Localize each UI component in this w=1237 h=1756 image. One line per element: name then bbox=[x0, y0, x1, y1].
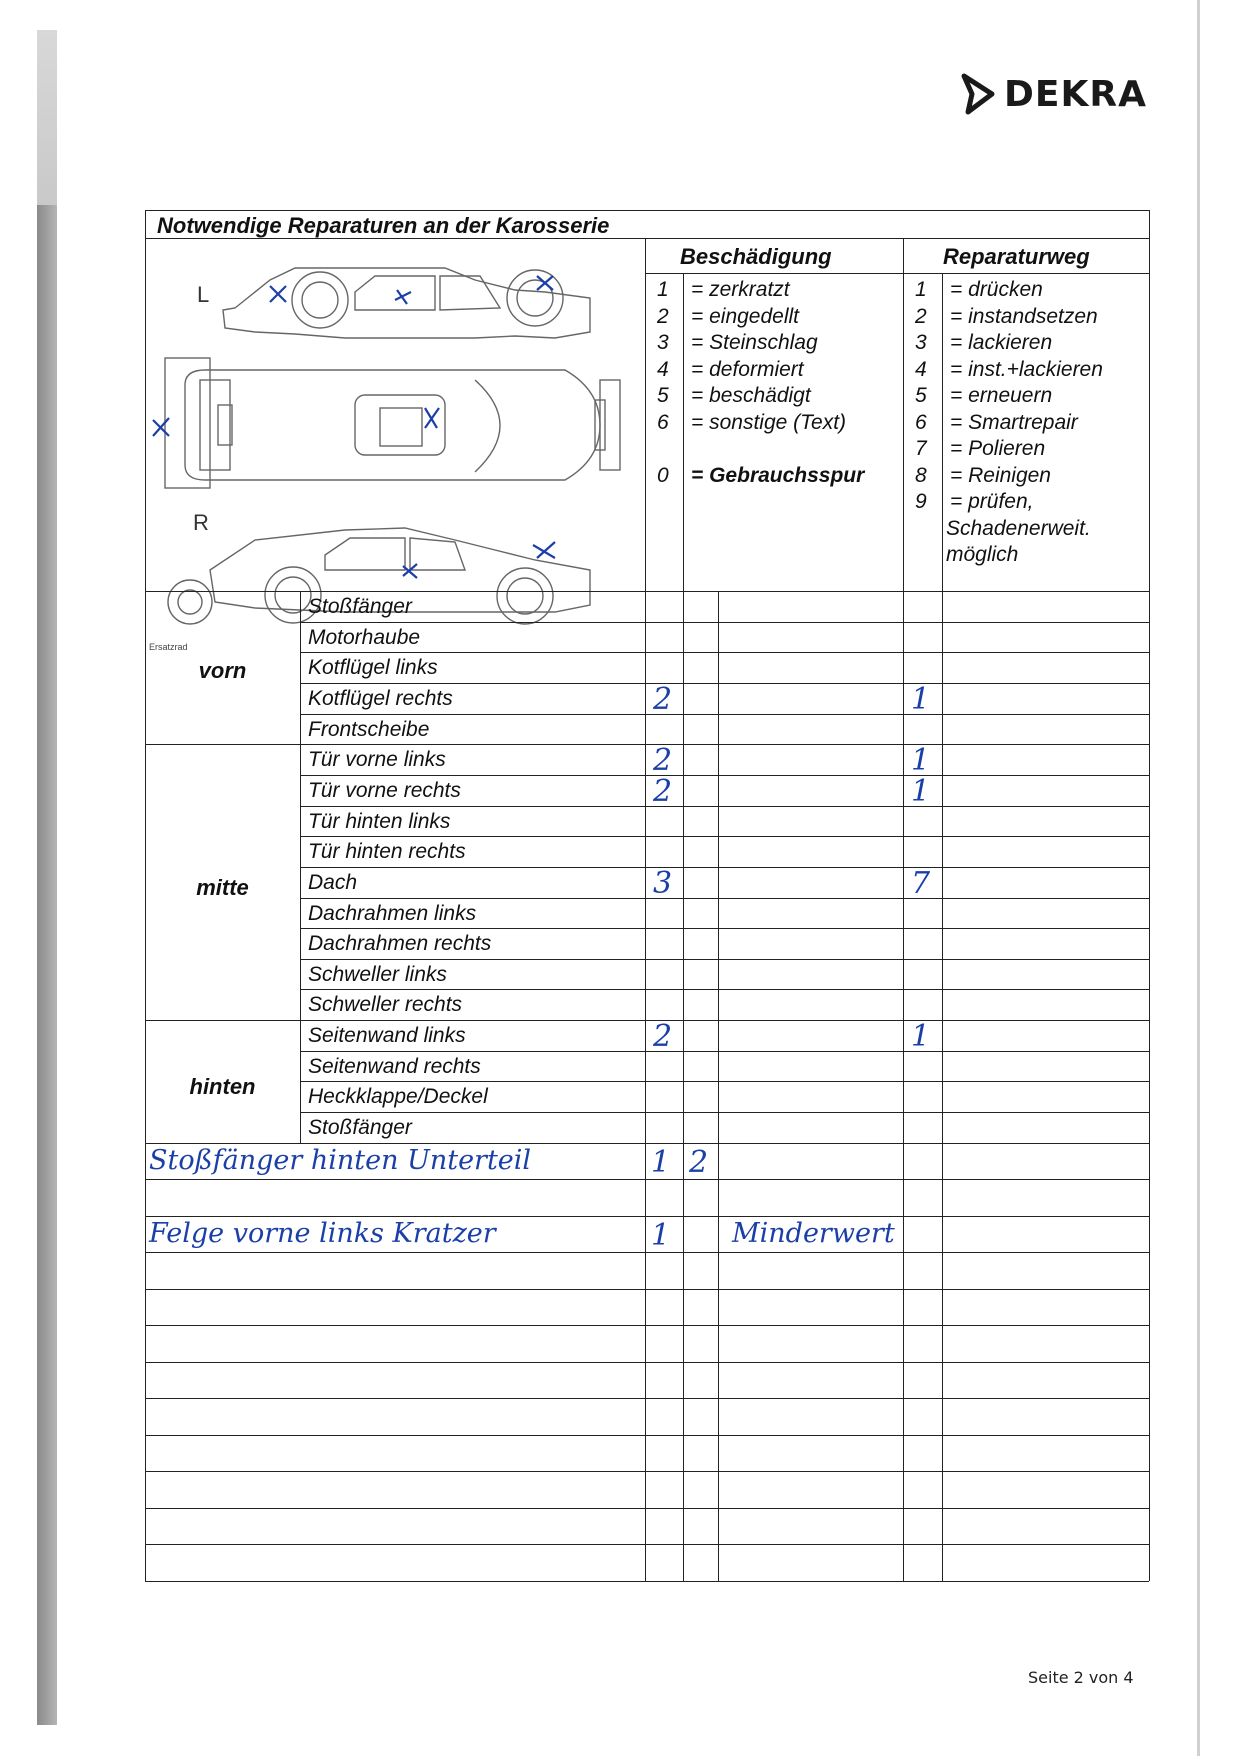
part-damage-code: 2 bbox=[653, 773, 673, 809]
label-spare-wheel: Ersatzrad bbox=[149, 642, 188, 652]
repair-heading: Reparaturweg bbox=[943, 244, 1090, 269]
part-name: Kotflügel links bbox=[308, 656, 438, 680]
part-name: Schweller rechts bbox=[308, 993, 463, 1017]
handwritten-part: Felge vorne links Kratzer bbox=[149, 1217, 496, 1249]
logo-text: DEKRA bbox=[1004, 73, 1147, 115]
damage-legend-code: 4 bbox=[657, 357, 669, 381]
damage-legend-code: 3 bbox=[657, 331, 669, 354]
legend-heading-rule bbox=[645, 273, 1149, 274]
part-name: Dachrahmen rechts bbox=[308, 932, 492, 956]
col-damage-3 bbox=[718, 591, 719, 1581]
repair-legend-label: = prüfen, bbox=[950, 490, 1034, 513]
repair-legend-code: 4 bbox=[915, 357, 927, 381]
part-repair-code: 1 bbox=[911, 773, 931, 809]
parts-row-rule bbox=[300, 622, 1149, 623]
extra-row-rule bbox=[145, 1289, 1149, 1290]
repair-legend-label: Schadenerweit. bbox=[946, 516, 1091, 540]
col-repair-left bbox=[903, 238, 904, 1581]
handwritten-note: Minderwert bbox=[732, 1217, 895, 1249]
parts-row-rule bbox=[145, 1143, 1149, 1144]
damage-legend-label: = Steinschlag bbox=[691, 331, 818, 354]
part-name: Tür hinten rechts bbox=[308, 840, 466, 864]
scan-edge-right bbox=[1197, 0, 1200, 1756]
part-name: Seitenwand rechts bbox=[308, 1054, 481, 1078]
repair-legend-code: 6 bbox=[915, 410, 927, 434]
part-name: Kotflügel rechts bbox=[308, 686, 453, 710]
part-name: Motorhaube bbox=[308, 625, 421, 649]
form-title: Notwendige Reparaturen an der Karosserie bbox=[157, 213, 610, 238]
part-damage-code: 2 bbox=[653, 1019, 673, 1055]
handwritten-damage-code: 1 bbox=[651, 1217, 671, 1253]
extra-row-rule bbox=[145, 1544, 1149, 1545]
part-name: Tür vorne links bbox=[308, 748, 446, 772]
damage-legend-label: = zerkratzt bbox=[691, 278, 790, 301]
scan-edge-top bbox=[37, 30, 57, 205]
damage-legend-code: 1 bbox=[657, 278, 669, 301]
damage-legend-label: = sonstige (Text) bbox=[691, 410, 847, 434]
parts-row-rule bbox=[300, 1081, 1149, 1082]
part-name: Tür vorne rechts bbox=[308, 778, 461, 802]
repair-legend-label: = erneuern bbox=[950, 384, 1053, 407]
parts-row-rule bbox=[300, 836, 1149, 837]
repair-legend-label: = inst.+lackieren bbox=[950, 357, 1103, 381]
group-rear: hinten bbox=[189, 1074, 256, 1099]
group-front: vorn bbox=[198, 658, 247, 683]
extra-row-rule bbox=[145, 1362, 1149, 1363]
part-name: Stoßfänger bbox=[308, 1116, 412, 1140]
parts-row-rule bbox=[300, 1112, 1149, 1113]
frame-right bbox=[1149, 210, 1150, 1581]
part-name: Tür hinten links bbox=[308, 809, 451, 833]
repair-legend-label: = lackieren bbox=[950, 331, 1053, 354]
dekra-arrow-icon bbox=[960, 72, 996, 116]
extra-row-rule bbox=[145, 1179, 1149, 1180]
extra-row-rule bbox=[145, 1216, 1149, 1217]
part-name: Schweller links bbox=[308, 962, 447, 986]
handwritten-damage-code-2: 2 bbox=[689, 1144, 709, 1180]
repair-legend-label: = instandsetzen bbox=[950, 304, 1098, 328]
repair-legend-code: 2 bbox=[915, 304, 927, 328]
extra-row-rule bbox=[145, 1508, 1149, 1509]
frame-left bbox=[145, 210, 146, 1581]
parts-top-rule bbox=[145, 591, 1149, 592]
part-damage-code: 3 bbox=[653, 865, 673, 901]
part-repair-code: 1 bbox=[911, 1019, 931, 1055]
part-repair-code: 1 bbox=[911, 743, 931, 779]
repair-legend-code: 3 bbox=[915, 331, 927, 354]
handwritten-part: Stoßfänger hinten Unterteil bbox=[149, 1144, 532, 1176]
col-damage-code bbox=[683, 273, 684, 591]
damage-legend-label: = Gebrauchsspur bbox=[691, 463, 865, 487]
part-name: Dachrahmen links bbox=[308, 901, 477, 925]
parts-row-rule bbox=[145, 744, 1149, 745]
part-name: Dach bbox=[308, 870, 358, 894]
repair-legend-code: 1 bbox=[915, 278, 927, 301]
dekra-logo bbox=[960, 72, 1147, 116]
col-part-name bbox=[300, 591, 301, 1143]
part-damage-code: 2 bbox=[653, 681, 673, 717]
part-name: Heckklappe/Deckel bbox=[308, 1085, 488, 1109]
frame-top bbox=[145, 210, 1149, 211]
parts-row-rule bbox=[300, 775, 1149, 776]
parts-row-rule bbox=[300, 683, 1149, 684]
damage-legend-label: = beschädigt bbox=[691, 384, 811, 407]
repair-legend-code: 8 bbox=[915, 463, 927, 487]
parts-row-rule bbox=[300, 652, 1149, 653]
label-right-side: R bbox=[193, 510, 209, 535]
repair-legend-code: 7 bbox=[915, 437, 927, 460]
frame-bottom bbox=[145, 1581, 1149, 1582]
title-rule bbox=[145, 238, 1149, 239]
extra-row-rule bbox=[145, 1325, 1149, 1326]
extra-row-rule bbox=[145, 1435, 1149, 1436]
label-left-side: L bbox=[197, 282, 210, 307]
part-name: Frontscheibe bbox=[308, 717, 430, 741]
repair-legend-code: 9 bbox=[915, 490, 927, 513]
parts-row-rule bbox=[300, 928, 1149, 929]
scan-edge bbox=[37, 30, 57, 1725]
repair-legend-code: 5 bbox=[915, 384, 927, 407]
damage-legend-label: = deformiert bbox=[691, 357, 804, 381]
parts-row-rule bbox=[300, 959, 1149, 960]
extra-row-rule bbox=[145, 1252, 1149, 1253]
part-repair-code: 1 bbox=[911, 681, 931, 717]
extra-row-rule bbox=[145, 1398, 1149, 1399]
damage-heading: Beschädigung bbox=[680, 244, 832, 269]
part-damage-code: 2 bbox=[653, 743, 673, 779]
damage-legend-code: 6 bbox=[657, 410, 669, 434]
damage-legend-label: = eingedellt bbox=[691, 304, 800, 328]
parts-row-rule bbox=[300, 714, 1149, 715]
damage-legend-code: 2 bbox=[657, 304, 669, 328]
repair-legend-label: = Smartrepair bbox=[950, 410, 1078, 434]
part-repair-code: 7 bbox=[911, 865, 931, 901]
parts-row-rule bbox=[145, 1020, 1149, 1021]
col-damage-2 bbox=[683, 591, 684, 1581]
repair-legend-label: = Reinigen bbox=[950, 463, 1051, 487]
parts-row-rule bbox=[300, 989, 1149, 990]
handwritten-damage-code: 1 bbox=[651, 1144, 671, 1180]
col-damage-left bbox=[645, 238, 646, 1581]
car-diagram bbox=[145, 240, 645, 795]
parts-row-rule bbox=[300, 898, 1149, 899]
part-name: Seitenwand links bbox=[308, 1024, 466, 1048]
damage-legend-code: 5 bbox=[657, 384, 669, 407]
repair-legend-label: = drücken bbox=[950, 278, 1043, 301]
extra-row-rule bbox=[145, 1471, 1149, 1472]
damage-legend-code: 0 bbox=[657, 463, 669, 487]
col-repair-2 bbox=[942, 591, 943, 1581]
parts-row-rule bbox=[300, 1051, 1149, 1052]
repair-legend-label: möglich bbox=[946, 543, 1019, 566]
parts-row-rule bbox=[300, 867, 1149, 868]
col-repair-code bbox=[942, 273, 943, 591]
parts-row-rule bbox=[300, 806, 1149, 807]
group-middle: mitte bbox=[196, 875, 249, 900]
part-name: Stoßfänger bbox=[308, 595, 412, 618]
page-footer: Seite 2 von 4 bbox=[1028, 1668, 1134, 1687]
repair-legend-label: = Polieren bbox=[950, 437, 1046, 460]
repair-form bbox=[145, 210, 1149, 1594]
